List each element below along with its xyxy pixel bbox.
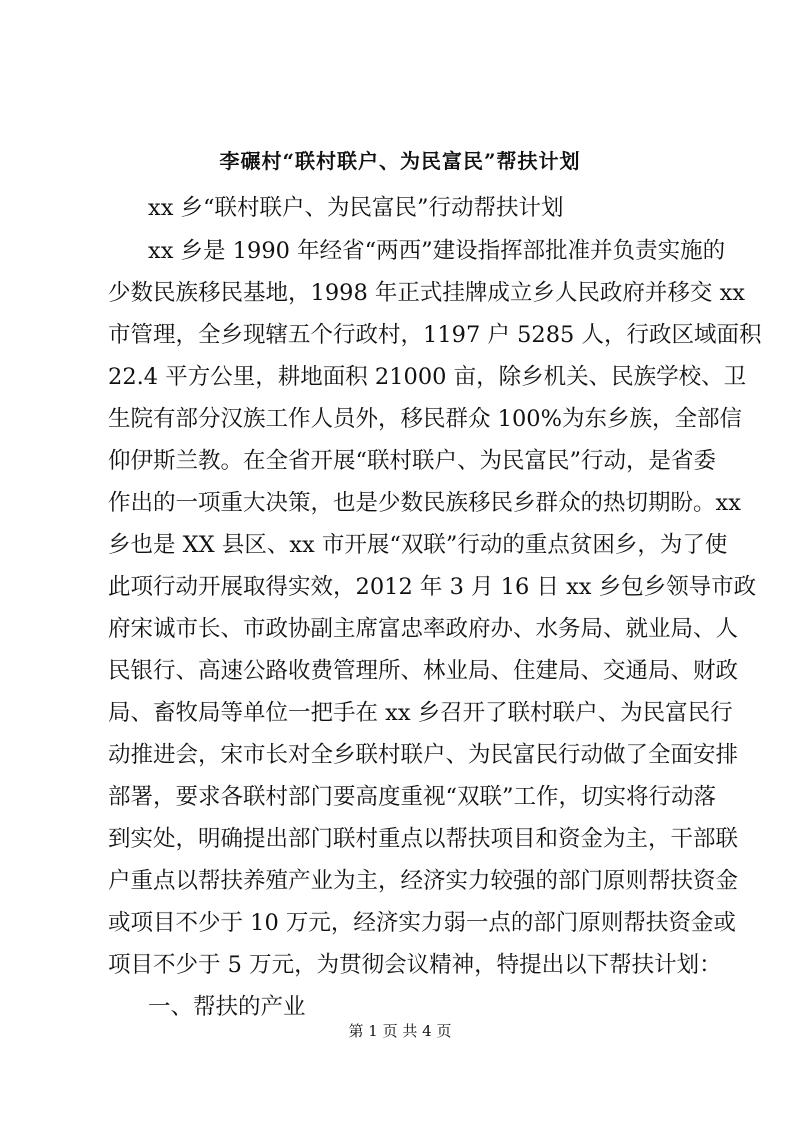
body-line: 作出的一项重大决策，也是少数民族移民乡群众的热切期盼。xx <box>108 490 741 516</box>
body-line: 此项行动开展取得实效，2012 年 3 月 16 日 xx 乡包乡领导市政 <box>108 574 757 600</box>
body-line: 22.4 平方公里，耕地面积 21000 亩，除乡机关、民族学校、卫 <box>108 364 747 390</box>
body-line: 部署，要求各联村部门要高度重视“双联”工作，切实将行动落 <box>108 784 717 810</box>
body-line: 生院有部分汉族工作人员外，移民群众 100%为东乡族，全部信 <box>108 406 742 432</box>
document-title: 李碾村“联村联户、为民富民”帮扶计划 <box>219 149 581 173</box>
body-line: 民银行、高速公路收费管理所、林业局、住建局、交通局、财政 <box>108 658 739 684</box>
body-line: 户重点以帮扶养殖产业为主，经济实力较强的部门原则帮扶资金 <box>108 868 739 894</box>
document-subtitle: xx 乡“联村联户、为民富民”行动帮扶计划 <box>148 195 564 221</box>
body-line: 市管理，全乡现辖五个行政村，1197 户 5285 人，行政区域面积 <box>108 322 762 348</box>
body-line: 仰伊斯兰教。在全省开展“联村联户、为民富民”行动，是省委 <box>108 448 717 474</box>
body-line: 到实处，明确提出部门联村重点以帮扶项目和资金为主，干部联 <box>108 826 739 852</box>
section-heading: 一、帮扶的产业 <box>148 994 306 1020</box>
body-line: 少数民族移民基地，1998 年正式挂牌成立乡人民政府并移交 xx <box>108 280 745 306</box>
body-line: 乡也是 XX 县区、xx 市开展“双联”行动的重点贫困乡，为了使 <box>108 532 728 558</box>
body-line: 局、畜牧局等单位一把手在 xx 乡召开了联村联户、为民富民行 <box>108 700 733 726</box>
body-line: 或项目不少于 10 万元，经济实力弱一点的部门原则帮扶资金或 <box>108 910 736 936</box>
body-line: 府宋诚市长、市政协副主席富忠率政府办、水务局、就业局、人 <box>108 616 739 642</box>
page-footer: 第 1 页 共 4 页 <box>348 1022 452 1040</box>
body-line: 动推进会，宋市长对全乡联村联户、为民富民行动做了全面安排 <box>108 742 739 768</box>
body-line: xx 乡是 1990 年经省“两西”建设指挥部批准并负责实施的 <box>148 238 726 264</box>
body-line: 项目不少于 5 万元，为贯彻会议精神，特提出以下帮扶计划： <box>108 952 722 978</box>
